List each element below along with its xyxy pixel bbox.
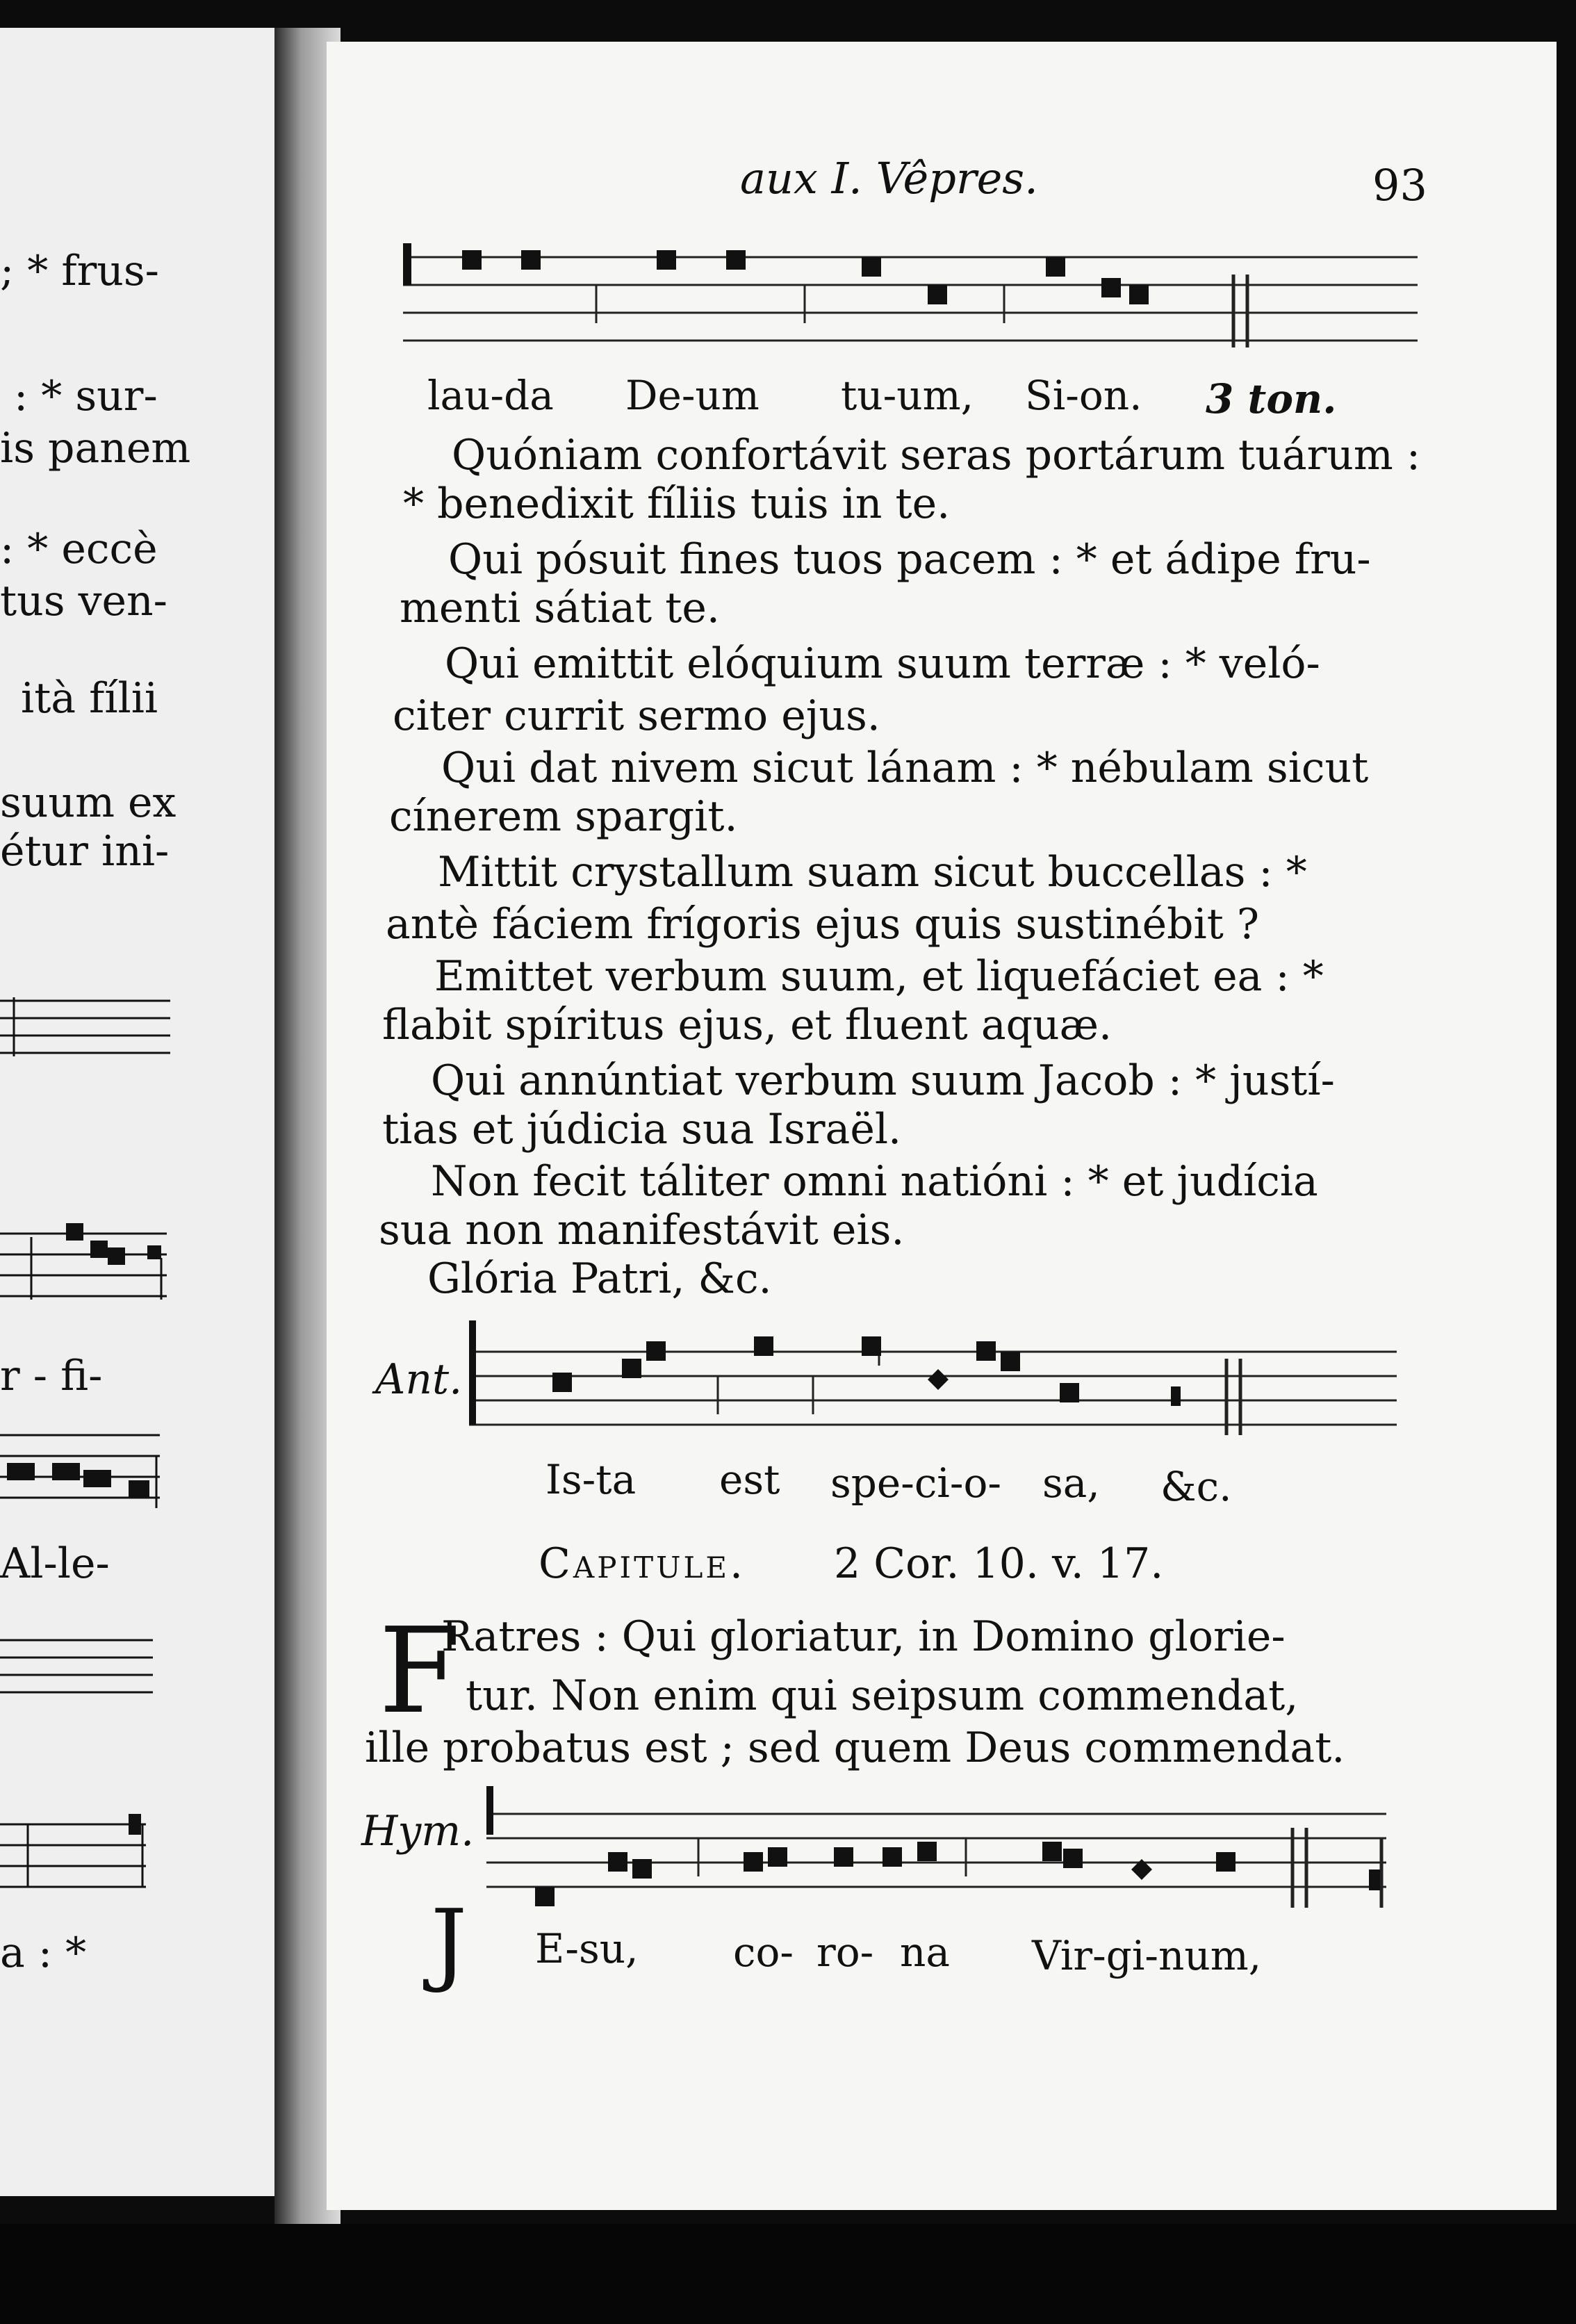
lyric: co- (733, 1929, 794, 1976)
scan-border (0, 2224, 1576, 2324)
capitule-heading: Capitule. (539, 1539, 746, 1588)
capitule-line: Ratres : Qui gloriatur, in Domino glorie- (441, 1612, 1286, 1661)
lyric: Si-on. (1025, 372, 1142, 419)
antiphon-staff (469, 1317, 1397, 1446)
hymn-staff (486, 1786, 1390, 1918)
neume-staff (469, 1317, 1397, 1446)
psalm-line: sua non manifestávit eis. (379, 1206, 905, 1254)
lyric: lau-da (427, 372, 554, 419)
lyric: tu-um, (841, 372, 974, 419)
psalm-line: tias et júdicia sua Israël. (382, 1105, 902, 1154)
lyric: spe-ci-o- (830, 1459, 1001, 1507)
tone-label: 3 ton. (1206, 375, 1337, 423)
psalm-line: Glória Patri, &c. (427, 1254, 772, 1303)
psalm-line: * benedixit fíliis tuis in te. (403, 480, 951, 528)
lyric: est (719, 1456, 780, 1503)
psalm-line: Qui dat nivem sicut lánam : * nébulam sicut (441, 744, 1369, 792)
left-fragment: a : * (0, 1929, 87, 1977)
lyric: E-su, (535, 1925, 639, 1972)
psalm-line: cínerem spargit. (389, 792, 738, 841)
psalm-line: Qui annúntiat verbum suum Jacob : * justí- (431, 1056, 1335, 1105)
left-fragment: ; * frus- (0, 247, 159, 295)
psalm-line: Qui pósuit fines tuos pacem : * et ádipe fru- (448, 535, 1371, 584)
drop-cap: J (431, 1890, 468, 1995)
psalm-line: Mittit crystallum suam sicut buccellas : * (438, 848, 1307, 897)
left-fragment: : * eccè (0, 525, 158, 573)
lyric: ro- (816, 1929, 874, 1976)
left-fragment: étur ini- (0, 827, 170, 876)
psalm-line: Non fecit táliter omni natióni : * et judícia (431, 1157, 1318, 1206)
neume-staff (403, 236, 1418, 368)
psalm-line: Quóniam confortávit seras portárum tuárum : (452, 431, 1421, 480)
left-fragment: suum ex (0, 778, 177, 827)
lyric: Is-ta (545, 1456, 637, 1503)
chant-staff-1 (403, 236, 1418, 368)
clef-mark (486, 1786, 493, 1835)
capitule-line: tur. Non enim qui seipsum commendat, (466, 1671, 1299, 1720)
left-page (0, 28, 274, 2196)
left-fragment: : * sur- (14, 372, 158, 420)
running-title: aux I. Vêpres. (740, 153, 1038, 204)
psalm-line: antè fáciem frígoris ejus quis sustinébit ? (386, 900, 1260, 949)
neume-staff (486, 1786, 1390, 1918)
lyric: Vir-gi-num, (1032, 1932, 1262, 1979)
left-staff (0, 987, 174, 1070)
left-fragment: is panem (0, 424, 191, 473)
capitule-line: ille probatus est ; sed quem Deus commendat. (365, 1724, 1345, 1772)
psalm-line: citer currit sermo ejus. (393, 692, 880, 740)
clef-mark (403, 243, 411, 285)
clef-mark (469, 1320, 476, 1425)
left-fragment: r - fi- (0, 1352, 103, 1400)
left-staff (0, 1807, 174, 1897)
left-fragment: tus ven- (0, 577, 167, 625)
psalm-line: Qui emittit elóquium suum terræ : * veló- (445, 639, 1320, 688)
hymn-label: Hym. (361, 1807, 475, 1856)
left-staff (0, 1626, 174, 1703)
capitule-reference: 2 Cor. 10. v. 17. (834, 1539, 1164, 1588)
antiphon-label: Ant. (375, 1355, 463, 1404)
psalm-line: menti sátiat te. (400, 584, 720, 632)
lyric: na (900, 1929, 950, 1976)
lyric: De-um (625, 372, 760, 419)
drop-cap: F (379, 1603, 461, 1740)
left-staff (0, 1202, 174, 1307)
lyric: sa, (1042, 1459, 1100, 1507)
page-number: 93 (1372, 160, 1427, 211)
lyric: &c. (1160, 1463, 1232, 1510)
psalm-line: Emittet verbum suum, et liquefáciet ea : * (434, 952, 1324, 1001)
left-fragment: ità fílii (21, 674, 158, 723)
left-fragment: Al-le- (0, 1539, 110, 1588)
psalm-line: flabit spíritus ejus, et fluent aquæ. (382, 1001, 1113, 1049)
left-staff (0, 1425, 174, 1522)
